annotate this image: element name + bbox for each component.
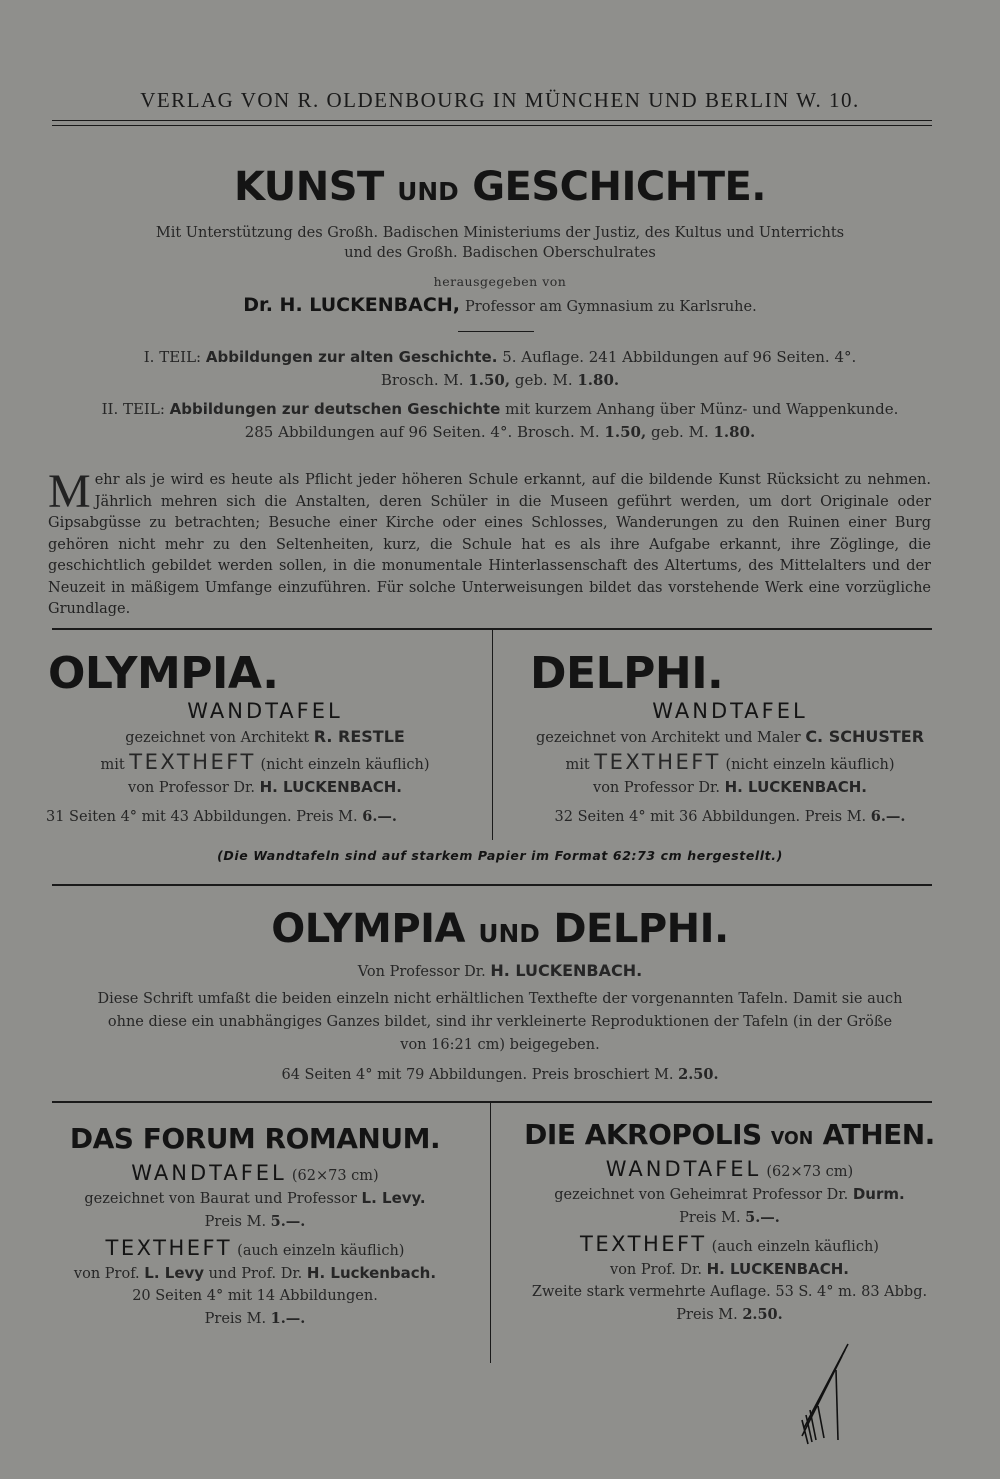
- forum-ad: [30, 1122, 480, 1327]
- delphi-gez: [510, 727, 950, 746]
- teil2-line2: [0, 423, 1000, 441]
- forum-von-name2: H. Luckenbach.: [306, 1264, 437, 1282]
- akropolis-preis2-label: Preis M.: [676, 1307, 738, 1323]
- teil1-brosch: Brosch. M.: [380, 371, 464, 389]
- publisher-header: VERLAG VON R. OLDENBOURG IN MÜNCHEN UND BERLIN W. 10.: [140, 88, 860, 112]
- olympia-gez: [40, 727, 490, 746]
- forum-von-b: und Prof. Dr.: [208, 1266, 303, 1282]
- forum-textheft-note: (auch einzeln käuflich): [237, 1243, 405, 1259]
- akropolis-gez: [502, 1185, 957, 1203]
- olympia-ad: [40, 648, 490, 825]
- akropolis-preis1: [502, 1209, 957, 1226]
- teil1-label: I. TEIL:: [143, 348, 202, 366]
- olympia-textheft: TEXTHEFT: [129, 750, 256, 774]
- akropolis-preis1-value: 5.—.: [745, 1209, 780, 1226]
- teil1-price-brosch: 1.50,: [468, 371, 511, 389]
- akropolis-wandtafel-line: [502, 1157, 957, 1181]
- olydel-price: 2.50.: [678, 1066, 719, 1083]
- forum-textheft-line: [30, 1236, 480, 1260]
- teil1-line1: [0, 348, 1000, 366]
- header-rule-top: [52, 120, 932, 121]
- akropolis-preis2-value: 2.50.: [742, 1306, 783, 1323]
- forum-textheft: TEXTHEFT: [105, 1236, 233, 1260]
- akropolis-preis1-label: Preis M.: [679, 1210, 741, 1226]
- forum-preis1-value: 5.—.: [270, 1213, 306, 1230]
- kunst-title-part1: KUNST: [233, 164, 384, 210]
- olydel-by-name: H. LUCKENBACH.: [490, 961, 643, 980]
- kunst-herausgegeben: herausgegeben von: [433, 274, 567, 289]
- teil1-price-geb: 1.80.: [577, 371, 620, 389]
- delphi-title: DELPHI.: [530, 648, 724, 699]
- teil2-title: Abbildungen zur deutschen Geschichte: [169, 400, 501, 418]
- forum-gez-text: gezeichnet von Baurat und Professor: [84, 1191, 357, 1207]
- delphi-textheft-line: [510, 750, 950, 774]
- olydel-title: [0, 906, 1000, 952]
- teil2-price-brosch: 1.50,: [604, 423, 647, 441]
- forum-gez: [30, 1189, 480, 1207]
- olydel-by-text: Von Professor Dr.: [357, 964, 486, 980]
- akropolis-wandtafel-size: (62×73 cm): [766, 1164, 854, 1180]
- olympia-wandtafel: WANDTAFEL: [187, 699, 343, 723]
- dropcap: M: [48, 465, 91, 518]
- forum-preis1-label: Preis M.: [204, 1214, 267, 1230]
- akropolis-title-von: VON: [770, 1129, 814, 1149]
- olympia-textheft-line: [40, 750, 490, 774]
- delphi-textheft: TEXTHEFT: [594, 750, 721, 774]
- column-divider-2: [490, 1103, 491, 1363]
- akropolis-von-text: von Prof. Dr.: [610, 1262, 702, 1278]
- delphi-gez-name: C. SCHUSTER: [805, 727, 925, 746]
- forum-von-a: von Prof.: [73, 1266, 140, 1282]
- akropolis-textheft: TEXTHEFT: [580, 1232, 707, 1256]
- ink-scribble-mark: [790, 1340, 860, 1450]
- wandtafeln-note: (Die Wandtafeln sind auf starkem Papier im Format 62:73 cm hergestellt.): [217, 848, 783, 863]
- forum-von: [30, 1264, 480, 1282]
- delphi-details: [510, 808, 950, 825]
- delphi-von-name: H. LUCKENBACH.: [724, 778, 867, 796]
- olydel-text-line1: Diese Schrift umfaßt die beiden einzeln nicht erhältlichen Texthefte der vorgenannten Tafeln. Damit sie auch: [97, 991, 903, 1007]
- teil1-rest: 5. Auflage. 241 Abbildungen auf 96 Seiten. 4°.: [502, 348, 857, 366]
- akropolis-preis2: [502, 1306, 957, 1323]
- akropolis-textheft-line: [502, 1232, 957, 1256]
- olympia-von-text: von Professor Dr.: [128, 780, 255, 796]
- akropolis-title-part1: DIE AKROPOLIS: [524, 1118, 762, 1151]
- delphi-price: 6.—.: [870, 808, 906, 825]
- forum-von-name1: L. Levy: [144, 1264, 205, 1282]
- column-divider-1: [492, 630, 493, 840]
- forum-details: 20 Seiten 4° mit 14 Abbildungen.: [132, 1288, 378, 1304]
- olympia-details-text: 31 Seiten 4° mit 43 Abbildungen. Preis M.: [46, 809, 358, 825]
- olympia-gez-text: gezeichnet von Architekt: [125, 730, 310, 746]
- teil1-geb: geb. M.: [514, 371, 573, 389]
- teil1-title: Abbildungen zur alten Geschichte.: [205, 348, 498, 366]
- kunst-short-rule: [458, 331, 534, 332]
- olympia-mit: mit: [100, 757, 125, 773]
- forum-title: DAS FORUM ROMANUM.: [69, 1122, 441, 1155]
- akropolis-title-part2: ATHEN.: [822, 1118, 935, 1151]
- teil2-rest: mit kurzem Anhang über Münz- und Wappenkunde.: [505, 400, 899, 418]
- teil2-details: 285 Abbildungen auf 96 Seiten. 4°. Brosch. M.: [244, 423, 600, 441]
- forum-preis2: [30, 1310, 480, 1327]
- delphi-textheft-note: (nicht einzeln käuflich): [725, 757, 895, 773]
- forum-gez-name: L. Levy.: [361, 1189, 426, 1207]
- olydel-by: [0, 961, 1000, 980]
- forum-wandtafel-line: [30, 1161, 480, 1185]
- forum-preis2-value: 1.—.: [270, 1310, 306, 1327]
- kunst-editor-name: Dr. H. LUCKENBACH,: [243, 294, 460, 316]
- akropolis-title: [502, 1118, 957, 1151]
- olydel-text-line3: von 16:21 cm) beigegeben.: [400, 1037, 600, 1053]
- olympia-von-name: H. LUCKENBACH.: [259, 778, 402, 796]
- forum-preis2-label: Preis M.: [204, 1311, 267, 1327]
- olydel-text-line2: ohne diese ein unabhängiges Ganzes bildet, sind ihr verkleinerte Reproduktionen der Tafeln (in der Größe: [107, 1014, 893, 1030]
- akropolis-gez-name: Durm.: [852, 1185, 905, 1203]
- olympia-details: [40, 808, 490, 825]
- teil2-geb: geb. M.: [650, 423, 709, 441]
- section-rule-2: [52, 884, 932, 886]
- kunst-title-part2: GESCHICHTE.: [472, 164, 767, 210]
- kunst-title: [0, 164, 1000, 210]
- olydel-details-text: 64 Seiten 4° mit 79 Abbildungen. Preis broschiert M.: [281, 1067, 674, 1083]
- olympia-von: [40, 778, 490, 796]
- delphi-ad: [510, 648, 950, 825]
- teil2-label: II. TEIL:: [101, 400, 165, 418]
- kunst-description: [48, 465, 931, 621]
- akropolis-ad: [502, 1118, 957, 1323]
- olydel-title-part2: DELPHI.: [553, 906, 729, 952]
- olympia-textheft-note: (nicht einzeln käuflich): [260, 757, 430, 773]
- teil2-line1: [0, 400, 1000, 418]
- delphi-von: [510, 778, 950, 796]
- olympia-price: 6.—.: [362, 808, 397, 825]
- kunst-subtitle-line2: und des Großh. Badischen Oberschulrates: [344, 245, 656, 261]
- header-rule-bottom: [52, 125, 932, 126]
- forum-wandtafel-size: (62×73 cm): [291, 1168, 379, 1184]
- olydel-details: [0, 1066, 1000, 1083]
- akropolis-von: [502, 1260, 957, 1278]
- kunst-editor: [0, 294, 1000, 316]
- kunst-editor-role: Professor am Gymnasium zu Karlsruhe.: [465, 299, 757, 315]
- delphi-gez-text: gezeichnet von Architekt und Maler: [535, 730, 801, 746]
- olympia-gez-name: R. RESTLE: [313, 727, 405, 746]
- akropolis-von-name: H. LUCKENBACH.: [706, 1260, 849, 1278]
- teil1-line2: [0, 371, 1000, 389]
- kunst-subtitle-line1: Mit Unterstützung des Großh. Badischen Ministeriums der Justiz, des Kultus und Unterrichts: [155, 225, 845, 241]
- kunst-description-text: ehr als je wird es heute als Pflicht jeder höheren Schule erkannt, auf die bildende Kunst Rücksicht zu nehmen. Jährlich mehren sich die Anstalten, deren Schüler in die Museen geführt werden, um dort Originale oder Gipsabgüsse zu betrachten; Besuche einer Kirche oder eines Schlosses, Wanderungen zu den Ruinen einer Burg gehören nicht mehr zu den Seltenheiten, kurz, die Schule hat es als ihre Aufgabe erkannt, ihre Zöglinge, die geschichtlich gebildet werden sollen, in die monumentale Hinterlassenschaft des Altertums, des Mittelalters und der Neuzeit in mäßigem Umfange einzuführen. Für solche Unterweisungen bildet das vorstehende Werk eine vorzügliche Grundlage.: [48, 472, 931, 617]
- delphi-details-text: 32 Seiten 4° mit 36 Abbildungen. Preis M.: [554, 809, 867, 825]
- section-rule-3: [52, 1101, 932, 1103]
- akropolis-gez-text: gezeichnet von Geheimrat Professor Dr.: [554, 1187, 849, 1203]
- olydel-title-und: UND: [478, 919, 540, 948]
- teil2-price-geb: 1.80.: [713, 423, 756, 441]
- akropolis-textheft-note: (auch einzeln käuflich): [711, 1239, 879, 1255]
- kunst-title-und: UND: [397, 177, 459, 206]
- forum-preis1: [30, 1213, 480, 1230]
- akropolis-details: Zweite stark vermehrte Auflage. 53 S. 4° m. 83 Abbg.: [531, 1284, 928, 1300]
- delphi-mit: mit: [565, 757, 590, 773]
- forum-wandtafel: WANDTAFEL: [131, 1161, 287, 1185]
- akropolis-wandtafel: WANDTAFEL: [605, 1157, 762, 1181]
- delphi-von-text: von Professor Dr.: [593, 780, 720, 796]
- delphi-wandtafel: WANDTAFEL: [652, 699, 808, 723]
- olydel-title-part1: OLYMPIA: [271, 906, 465, 952]
- olympia-title: OLYMPIA.: [48, 648, 279, 699]
